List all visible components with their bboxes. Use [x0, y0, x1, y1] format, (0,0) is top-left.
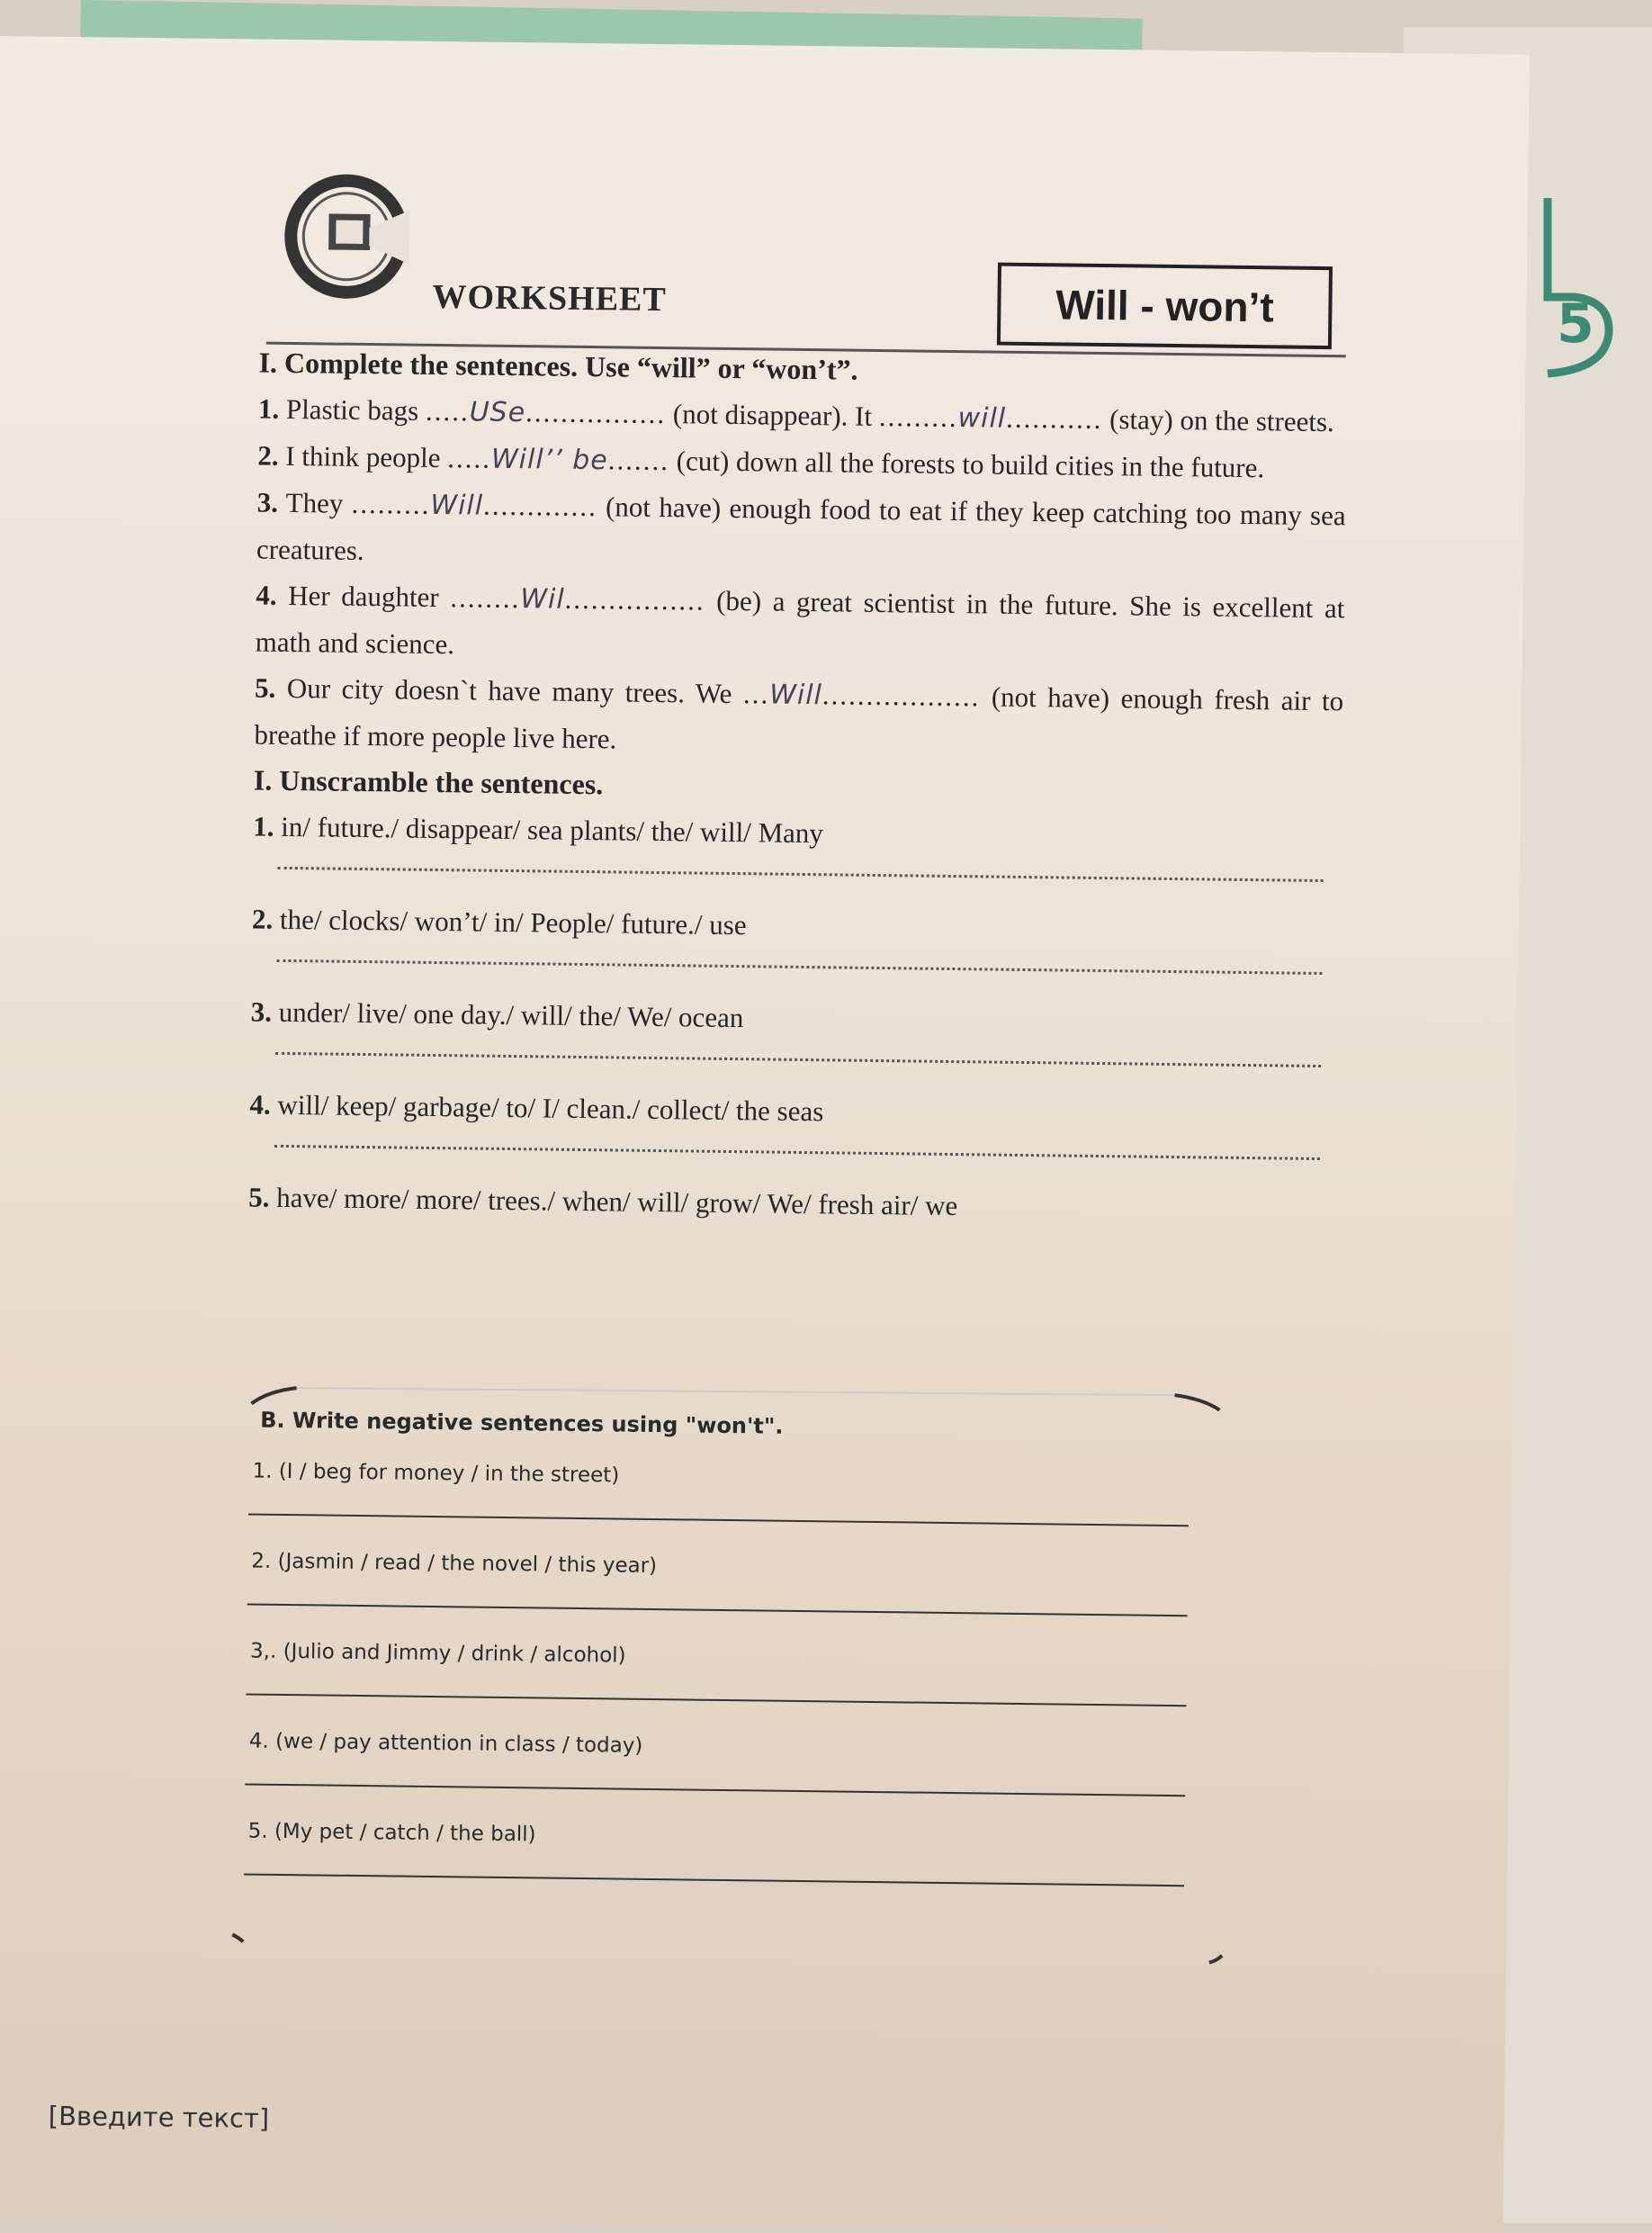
item-verb: (not disappear). It — [672, 398, 873, 432]
handwritten-answer: Wil — [520, 583, 565, 616]
school-logo-icon — [283, 173, 410, 301]
item-number: 5. — [254, 671, 276, 704]
worksheet-title: Will - won’t — [997, 263, 1333, 350]
item-post: (cut) down all the forests to build cities in the future. — [676, 445, 1265, 484]
item-pre: Plastic bags — [285, 392, 419, 427]
answer-line[interactable] — [278, 866, 1324, 882]
scramble-text: in/ future./ disappear/ sea plants/ the/ will/ Many — [281, 810, 824, 850]
handwritten-answer-2: will — [957, 402, 1007, 435]
item-number: 3. — [256, 486, 279, 518]
green-pen-mark — [1539, 198, 1620, 378]
part1-item-5: 5. Our city doesn`t have many trees. We ...Will.................. (not have) enough fresh air to breathe if more people live here. — [254, 671, 1344, 755]
item-number: 4. — [256, 579, 277, 611]
item-pre: Her daughter — [288, 579, 439, 614]
section-b-item-4: 4. (we / pay attention in class / today) — [248, 1729, 643, 1758]
item-number: 2. — [257, 439, 279, 472]
item-post: (not have) enough fresh air to breathe if more people live here. — [254, 680, 1344, 755]
part2-item-4: 4. will/ keep/ garbage/ to/ I/ clean./ collect/ the seas — [249, 1088, 824, 1128]
answer-line[interactable] — [246, 1693, 1186, 1706]
item-pre: I think people — [285, 439, 441, 474]
answer-line[interactable] — [244, 1873, 1184, 1886]
part2-heading: I. Unscramble the sentences. — [253, 763, 604, 801]
answer-line[interactable] — [247, 1603, 1188, 1616]
part2-item-1: 1. in/ future./ disappear/ sea plants/ the/ will/ Many — [253, 810, 824, 850]
answer-line[interactable] — [245, 1783, 1185, 1796]
part1-item-2: 2. I think people .....Will’’ be....... (cut) down all the forests to build cities in the future. — [257, 439, 1265, 484]
section-b-heading: B. Write negative sentences using "won't". — [260, 1407, 784, 1439]
handwritten-answer: USe — [469, 396, 526, 429]
part1-item-3: 3. They .........Will............. (not have) enough food to eat if they keep catching too many sea creatures. — [256, 486, 1346, 566]
worksheet-content — [248, 340, 1348, 1234]
item-post: (not have) enough food to eat if they keep catching too many sea creatures. — [256, 491, 1346, 566]
item-pre: Our city doesn`t have many trees. We — [286, 671, 732, 709]
answer-line[interactable] — [275, 1051, 1321, 1067]
handwritten-answer: Will — [768, 679, 823, 712]
answer-line[interactable] — [248, 1513, 1189, 1526]
item-pre: They — [285, 486, 344, 519]
handwritten-answer: Will — [430, 489, 484, 522]
part2-item-5: 5. have/ more/ more/ trees./ when/ will/ grow/ We/ fresh air/ we — [248, 1181, 958, 1222]
crop-corner-mark — [229, 1929, 1236, 1977]
part1-heading: I. Complete the sentences. Use “will” or “won’t”. — [258, 346, 858, 386]
part1-item-4: 4. Her daughter ........Wil................ (be) a great scientist in the future. She is excellent at math and science. — [255, 579, 1345, 661]
item-post: (stay) on the streets. — [1109, 403, 1334, 438]
scramble-text: the/ clocks/ won’t/ in/ People/ future./ use — [279, 903, 747, 941]
handwritten-answer: Will’’ be — [490, 443, 608, 477]
answer-line[interactable] — [274, 1144, 1320, 1160]
item-post: (be) a great scientist in the future. She is excellent at math and science. — [255, 584, 1345, 661]
footer-placeholder[interactable]: [Введите текст] — [48, 2100, 270, 2134]
section-b — [244, 1408, 1204, 1922]
section-b-item-5: 5. (My pet / catch / the ball) — [247, 1819, 536, 1847]
part1-item-1: 1. Plastic bags .....USe................ (not disappear). It .........will........... (stay) on the streets. — [257, 392, 1334, 438]
side-mark-text: 5 — [1557, 293, 1594, 356]
section-b-item-1: 1. (I / beg for money / in the street) — [252, 1459, 620, 1488]
part2-item-3: 3. under/ live/ one day./ will/ the/ We/ ocean — [250, 995, 744, 1034]
section-b-item-2: 2. (Jasmin / read / the novel / this year) — [251, 1549, 658, 1579]
scramble-text: have/ more/ more/ trees./ when/ will/ grow/ We/ fresh air/ we — [276, 1181, 958, 1222]
worksheet-page — [0, 36, 1530, 2233]
section-b-item-3: 3,. (Julio and Jimmy / drink / alcohol) — [249, 1639, 626, 1668]
answer-line[interactable] — [276, 959, 1322, 975]
item-number: 1. — [257, 392, 280, 425]
worksheet-label: WORKSHEET — [432, 277, 668, 320]
scramble-text: will/ keep/ garbage/ to/ I/ clean./ collect/ the seas — [277, 1088, 824, 1128]
scramble-text: under/ live/ one day./ will/ the/ We/ ocean — [278, 995, 744, 1034]
part2-item-2: 2. the/ clocks/ won’t/ in/ People/ future./ use — [251, 903, 747, 941]
